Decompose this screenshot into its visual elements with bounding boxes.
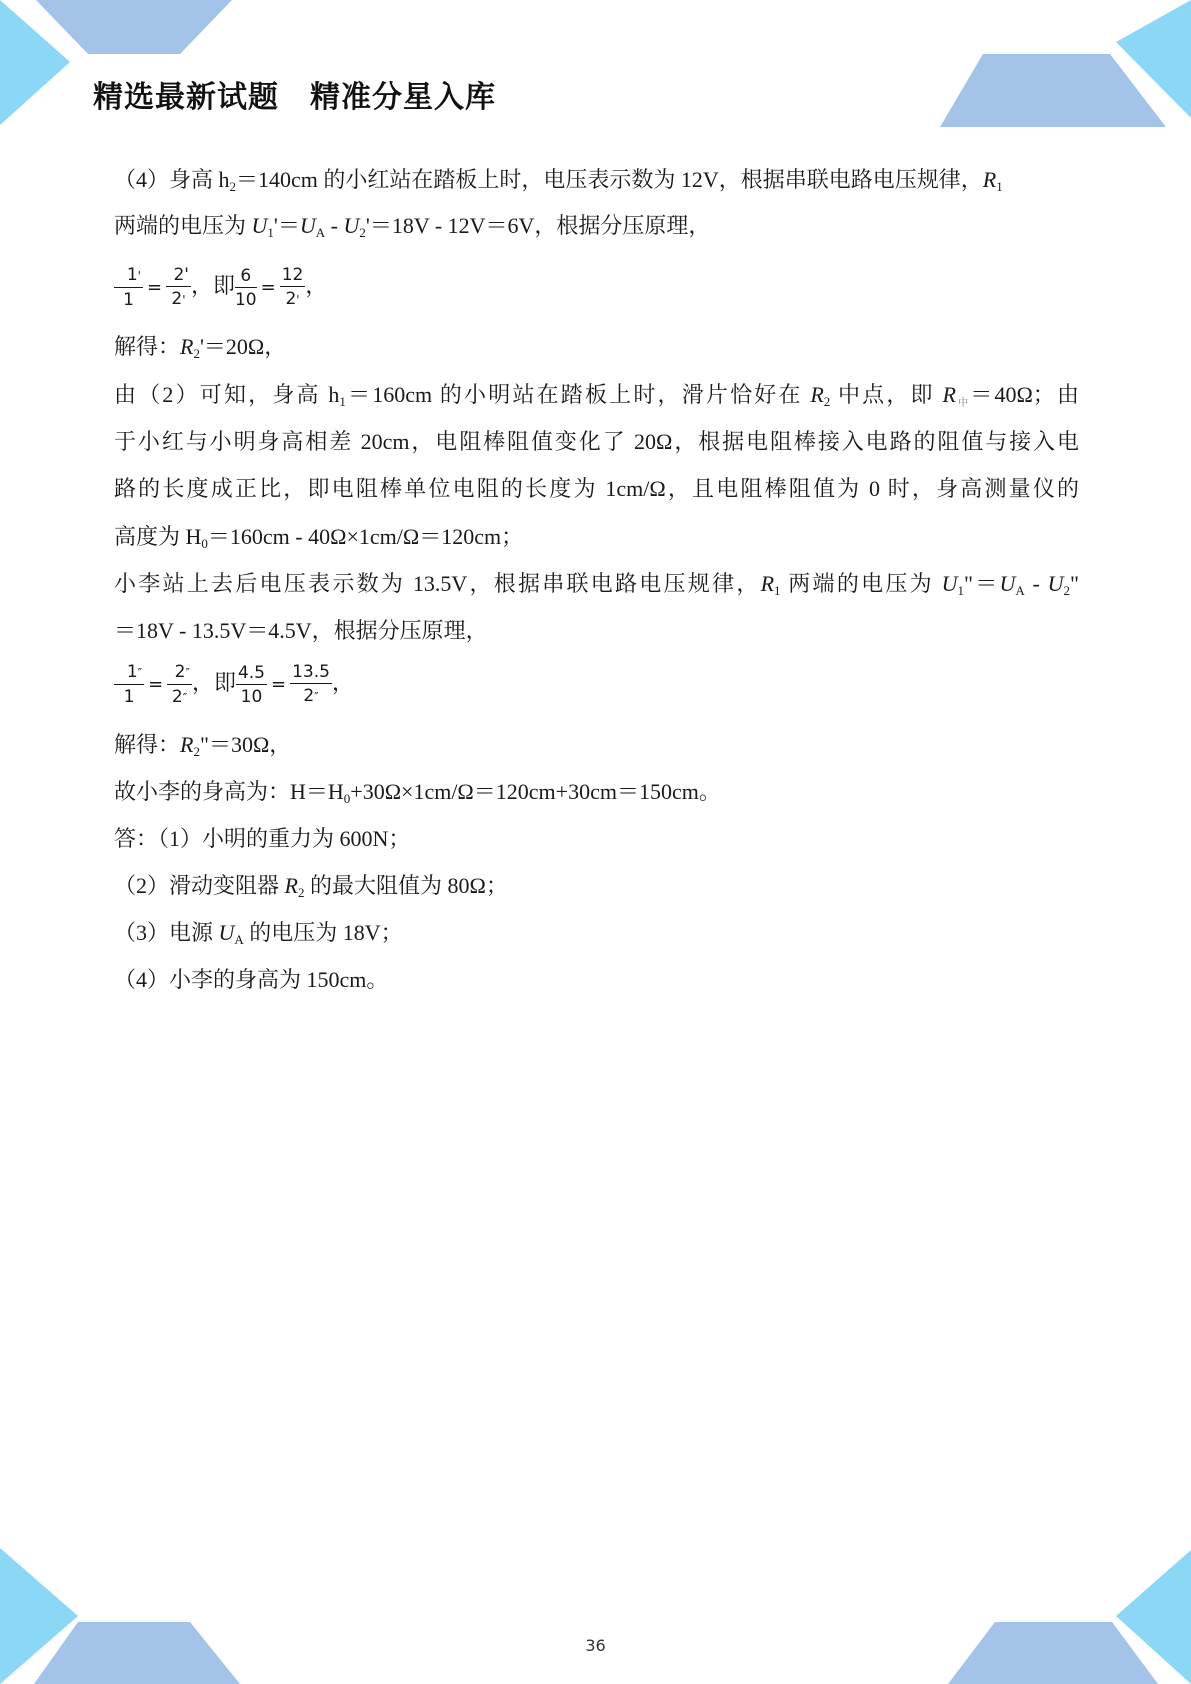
answer-line-3: （3）电源 $U_A$ 的电压为 18V； [114, 920, 403, 947]
fraction: $\frac{2''}{2''}$ [167, 662, 192, 708]
answer-line-4: （4）小李的身高为 150cm。 [114, 967, 389, 992]
fraction: $\frac{12}{2'}$ [281, 265, 304, 310]
page-number: 36 [585, 1636, 606, 1655]
text-line-13: 故小李的身高为：$H=H_0+30\Omega\times 1cm/\Omega=120cm+30cm=150cm$。 [114, 779, 721, 806]
text-line-10: ＝18V - 13.5V＝4.5V，根据分压原理， [114, 618, 488, 643]
fraction: $\frac{4.5}{10}$ [237, 662, 265, 707]
text-line-1: （4）身高 $h_2=140cm$ 的小红站在踏板上时，电压表示数为 12V，根据串联电路电压规律，$R_1$ [114, 167, 1003, 194]
top-right-trapezoid [940, 54, 1166, 127]
fraction: $\frac{6}{10}$ [234, 265, 257, 310]
answer-line-1: 答：（1）小明的重力为 600N； [114, 826, 411, 851]
answer-line-2: （2）滑动变阻器 $R_2$ 的最大阻值为 80Ω； [114, 873, 508, 900]
fraction: $\frac{2'}{2'}$ [166, 265, 191, 310]
header-title: 精选最新试题 精准分星入库 [93, 80, 496, 115]
text-line-12: 解得：$R_2"=30\Omega$， [114, 732, 292, 759]
formula-line-2: $\frac{1''}{1}$ = $\frac{2''}{2''}$ ，即 $\frac{4.5}{10}$ = $\frac{13.5}{2''}$ ， [114, 655, 354, 711]
text-line-4: 解得：$R_2'=20\Omega$， [114, 334, 287, 361]
fraction: $\frac{1''}{1}$ [114, 662, 144, 707]
text-line-8: 高度为 $H_0=160cm - 40\Omega\times 1cm/\Omega=120cm$； [114, 524, 524, 551]
formula-line-1: $\frac{1'}{1}$ = $\frac{2'}{2'}$ ，即 $\frac{6}{10}$ = $\frac{12}{2'}$ ， [114, 258, 327, 314]
text-line-9: 小李站上去后电压表示数为 13.5V，根据串联电路电压规律，$R_1$ 两端的电压为 $U_1"=U_A - U_2$" [114, 571, 1079, 598]
fraction: $\frac{1'}{1}$ [114, 265, 143, 310]
text-line-2: 两端的电压为 $U_1'=U_A - U_2'=18V - 12V=6V$，根据分压原理， [114, 213, 711, 240]
fraction: $\frac{13.5}{2''}$ [292, 662, 330, 707]
text-line-7: 路的长度成正比，即电阻棒单位电阻的长度为 1cm/Ω，且电阻棒阻值为 0 时，身高测量仪的 [114, 476, 1079, 501]
text-line-6: 于小红与小明身高相差 20cm，电阻棒阻值变化了 20Ω，根据电阻棒接入电路的阻值与接入电 [114, 429, 1079, 454]
text-line-5: 由（2）可知，身高 $h_1=160cm$ 的小明站在踏板上时，滑片恰好在 $R_2$ 中点，即 $R_中=40\Omega$；由 [114, 382, 1079, 409]
top-left-trapezoid [36, 0, 232, 54]
